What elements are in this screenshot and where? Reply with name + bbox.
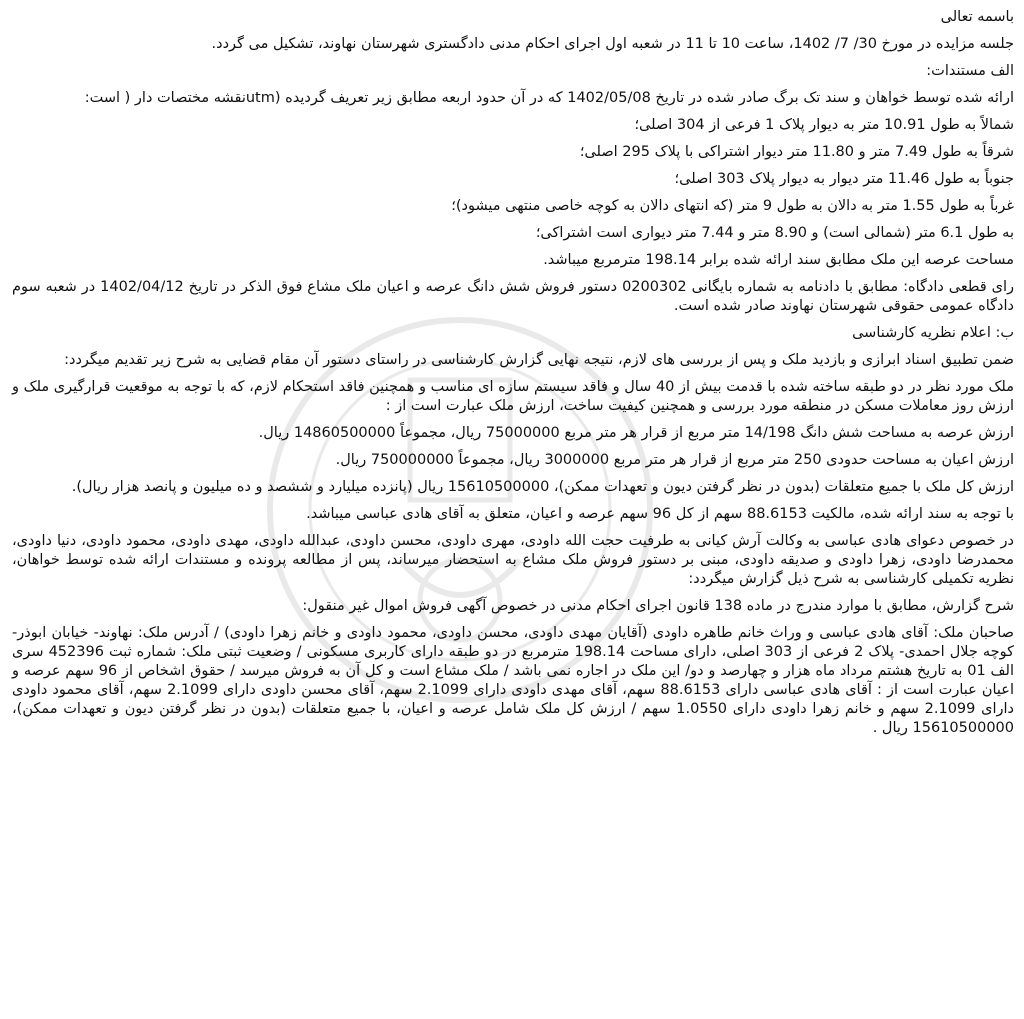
section-a-title: الف مستندات: [926,63,1014,79]
boundary-west: غرباً به طول 1.55 متر به دالان به طول 9 متر (که انتهای دالان به کوچه خاصی منتهی میشود)؛ [451,198,1014,214]
lawsuit-paragraph: در خصوص دعوای هادی عباسی به وکالت آرش کیانی به طرفیت حجت الله داودی، مهری داودی، محسن داودی، عبدالله داودی، مهدی داودی، محمود داودی، دنیا داودی، محمدرضا داودی، زهرا داودی و صدیقه داودی، مبنی بر دستور فروش ملک مشاع به استحضار میرساند، پس از مطالعه پرونده و مستندات ارائه شده توسط خواهان، نظریه تکمیلی کارشناسی به شرح ذیل گزارش میگردد: [12,533,1014,587]
boundary-extra: به طول 6.1 متر (شمالی است) و 8.90 متر و 7.44 متر دیواری است اشتراکی؛ [535,225,1014,241]
total-value: ارزش کل ملک با جمیع متعلقات (بدون در نظر گرفتن دیون و تعهدات ممکن)، 15610500000 ریال (پانزده میلیارد و ششصد و ده میلیون و پانصد هزار ریال). [71,479,1014,495]
auction-session: جلسه مزایده در مورخ 30/ 7/ 1402، ساعت 10 تا 11 در شعبه اول اجرای احکام مدنی دادگستری شهرستان نهاوند، تشکیل می گردد. [211,36,1014,52]
documents-paragraph: ارائه شده توسط خواهان و سند تک برگ صادر شده در تاریخ 1402/05/08 که در آن حدود اربعه مطابق زیر تعریف گردیده (utmنقشه مختصات دار ( است: [84,90,1014,106]
section-b-title: ب: اعلام نظریه کارشناسی [852,325,1014,341]
expert-intro: ضمن تطبیق اسناد ابرازی و بازدید ملک و پس از بررسی های لازم، نتیجه نهایی گزارش کارشناسی در راستای دستور آن مقام قضایی به شرح زیر تقدیم میگردد: [64,352,1014,368]
boundary-east: شرقاً به طول 7.49 متر و 11.80 متر دیوار اشتراکی با پلاک 295 اصلی؛ [579,144,1014,160]
area-paragraph: مساحت عرصه این ملک مطابق سند ارائه شده برابر 198.14 مترمربع میباشد. [543,252,1014,268]
boundary-north: شمالاً به طول 10.91 متر به دیوار پلاک 1 فرعی از 304 اصلی؛ [634,117,1014,133]
boundary-south: جنوباً به طول 11.46 متر دیوار به دیوار پلاک 303 اصلی؛ [674,171,1014,187]
report-description: شرح گزارش، مطابق با موارد مندرج در ماده 138 قانون اجرای احکام مدنی در خصوص آگهی فروش اموال غیر منقول: [302,598,1014,614]
owners-paragraph: صاحبان ملک: آقای هادی عباسی و وراث خانم طاهره داودی (آقایان مهدی داودی، محسن داودی، محمود داودی و خانم زهرا داودی) / آدرس ملک: نهاوند- خیابان ابوذر- کوچه جلال احمدی- پلاک 2 فرعی از 303 اصلی، دارای مساحت 198.14 مترمربع در دو طبقه دارای کاربری مسکونی / وضعیت ثبتی ملک: شماره ثبت 452396 سری الف 01 به تاریخ هشتم مرداد ماه هزار و چهارصد و دو/ این ملک در اجاره نمی باشد / ملک مشاع است و کل آن به فروش میرسد / حقوق اشخاص از 96 سهم عرصه و اعیان عبارت است از : آقای هادی عباسی دارای 88.6153 سهم، آقای مهدی داودی دارای 2.1099 سهم، آقای محسن داودی دارای 2.1099 سهم، آقای محمود داودی دارای 2.1099 سهم و خانم زهرا داودی دارای 1.0550 سهم / ارزش کل ملک شامل عرصه و اعیان، با جمیع متعلقات (بدون در نظر گرفتن دیون و تعهدات ممکن)، 15610500000 ریال . [12,625,1015,736]
court-ruling: رای قطعی دادگاه: مطابق با دادنامه به شماره بایگانی 0200302 دستور فروش شش دانگ عرصه و اعیان ملک مشاع فوق الذکر در تاریخ 1402/04/12 در شعبه سوم دادگاه عمومی حقوقی شهرستان نهاوند صادر شده است. [12,279,1014,314]
building-value: ارزش اعیان به مساحت حدودی 250 متر مربع از قرار هر متر مربع 3000000 ریال، مجموعاً 750000000 ریال. [335,452,1014,468]
land-value: ارزش عرصه به مساحت شش دانگ 14/198 متر مربع از قرار هر متر مربع 75000000 ریال، مجموعاً 14860500000 ریال. [258,425,1014,441]
document-body [12,8,1014,746]
heading-basmeh: باسمه تعالی [940,9,1014,25]
property-description: ملک مورد نظر در دو طبقه ساخته شده با قدمت بیش از 40 سال و فاقد سیستم سازه ای مناسب و همچنین فاقد استحکام لازم، که با توجه به موقعیت قرارگیری ملک و ارزش روز معاملات مسکن در منطقه مورد بررسی و همچنین کیفیت ساخت، ارزش ملک عبارت است از : [12,379,1014,414]
ownership-share: با توجه به سند ارائه شده، مالکیت 88.6153 سهم از کل 96 سهم عرصه و اعیان، متعلق به آقای هادی عباسی میباشد. [306,506,1014,522]
